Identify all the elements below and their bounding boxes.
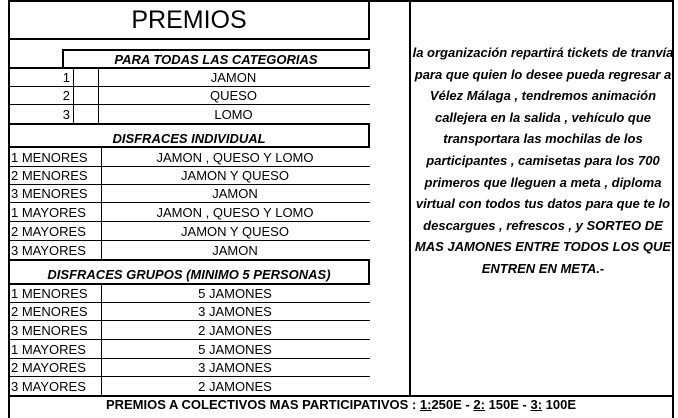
s2-category-4: 1 MAYORES: [11, 204, 86, 220]
s1-pos-2: 2: [62, 88, 70, 103]
footer-separator: -: [518, 397, 531, 412]
s3-category-3: 3 MENORES: [11, 322, 88, 338]
section-individual-right: [368, 123, 370, 147]
s3-prize-1: 5 JAMONES: [198, 286, 272, 301]
page-title: PREMIOS: [131, 5, 247, 34]
footer-separator: -: [461, 397, 474, 412]
s1-prize-2: QUESO: [210, 88, 257, 103]
footer-third-label: 3:: [530, 397, 543, 412]
s3-prize-3: 2 JAMONES: [198, 322, 272, 338]
footer-third-value: 100E: [542, 397, 577, 412]
s2-category-6: 3 MAYORES: [11, 242, 86, 258]
section-all-right: [368, 49, 370, 69]
s2-prize-5: JAMON Y QUESO: [181, 223, 289, 239]
s2-prize-6: JAMON: [212, 242, 258, 258]
s1-col-a: [73, 68, 74, 123]
s1-pos-3: 3: [62, 106, 70, 122]
s2-prize-3: JAMON: [212, 186, 258, 201]
s2-category-1: 1 MENORES: [11, 149, 88, 165]
footer-first-label: 1:: [419, 397, 432, 412]
s3-prize-6: 2 JAMONES: [198, 378, 272, 394]
s2-category-5: 2 MAYORES: [11, 223, 86, 239]
s2-category-3: 3 MENORES: [11, 186, 88, 201]
s3-prize-5: 3 JAMONES: [198, 360, 272, 375]
section-all-heading: PARA TODAS LAS CATEGORIAS: [114, 51, 318, 67]
s1-pos-1: 1: [62, 69, 70, 85]
s3-prize-4: 5 JAMONES: [198, 341, 272, 357]
section-groups-top: [8, 259, 370, 261]
s3-category-4: 1 MAYORES: [11, 341, 86, 357]
s1-prize-1: JAMON: [210, 69, 257, 85]
s1-prize-3: LOMO: [214, 106, 253, 122]
title-box-bottom: [8, 38, 370, 40]
s2-category-2: 2 MENORES: [11, 168, 88, 183]
footer-prefix: PREMIOS A COLECTIVOS MAS PARTICIPATIVOS :: [105, 397, 420, 412]
announcement-text: la organización repartirá tickets de tranvía para que quien lo desee pueda regresar a Vélez Málaga , tendremos animación callejera en la salida , vehículo que transportara las mochilas de los participantes , camisetas para los 700 primeros que lleguen a meta , diploma virtual con todos tus datos para que te lo descargues , refrescos , y SORTEO DE MAS JAMONES ENTRE TODOS LOS QUE ENTREN EN META.-: [412, 45, 674, 276]
section-individual-top: [8, 123, 370, 125]
s3-category-5: 2 MAYORES: [11, 360, 86, 375]
section-groups-right: [368, 259, 370, 285]
s3-prize-2: 3 JAMONES: [198, 304, 272, 319]
footer-collective-prizes: [10, 397, 672, 412]
s2-prize-4: JAMON , QUESO Y LOMO: [156, 204, 314, 220]
column-divider: [409, 0, 411, 396]
section-individual-heading: DISFRACES INDIVIDUAL: [112, 130, 266, 146]
s3-category-1: 1 MENORES: [11, 286, 88, 301]
footer-second-value: 150E: [484, 397, 519, 412]
footer-first-value: 250E: [431, 397, 462, 412]
s3-category-6: 3 MAYORES: [11, 378, 86, 394]
footer-second-label: 2:: [473, 397, 485, 412]
section-groups-heading: DISFRACES GRUPOS (MINIMO 5 PERSONAS): [47, 266, 331, 282]
s3-category-2: 2 MENORES: [11, 304, 88, 319]
s2-prize-2: JAMON Y QUESO: [181, 168, 289, 183]
s2-prize-1: JAMON , QUESO Y LOMO: [156, 149, 314, 165]
